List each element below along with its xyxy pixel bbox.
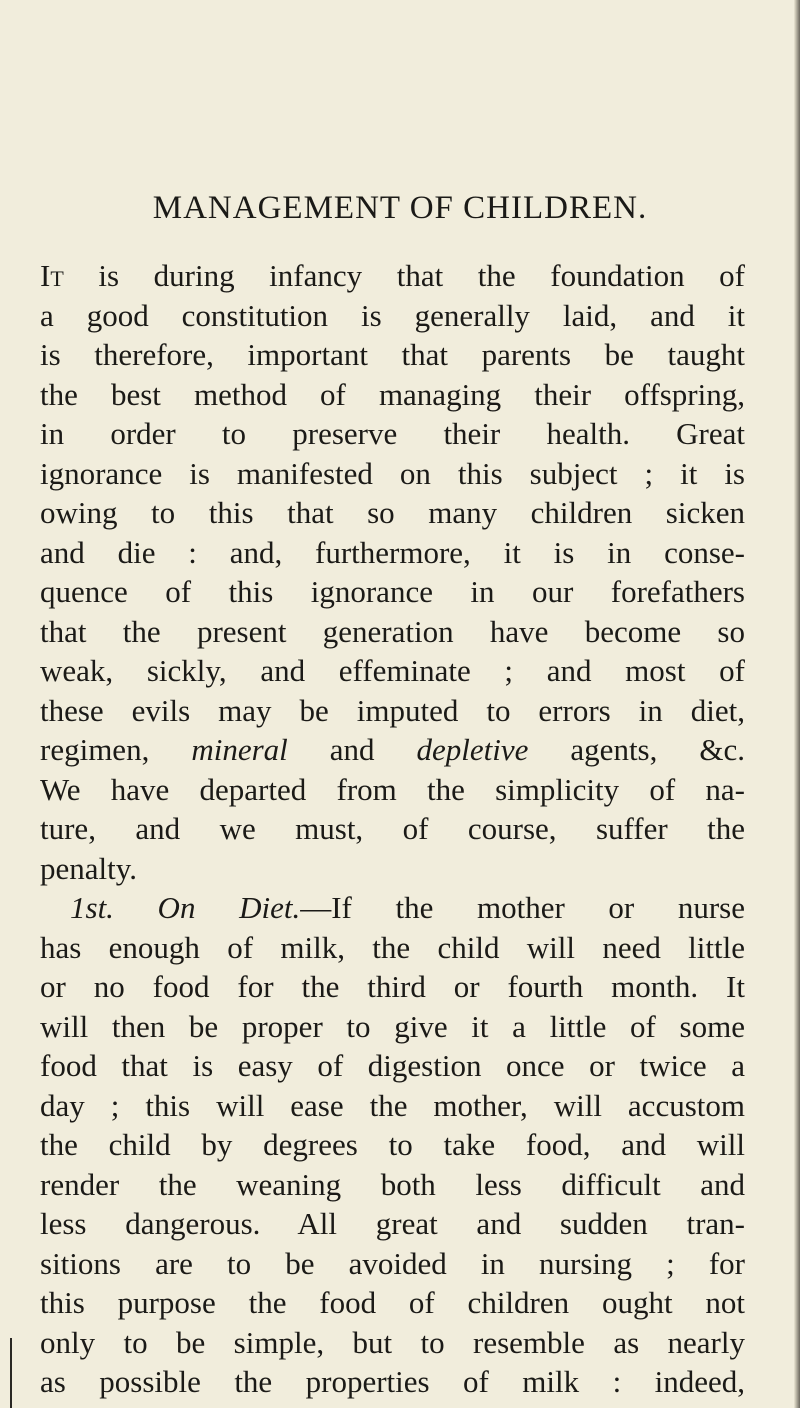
text-line: owing to this that so many children sicken bbox=[40, 495, 745, 530]
text-line: ture, and we must, of course, suffer the bbox=[40, 811, 745, 846]
page-corner-mark bbox=[0, 1338, 12, 1408]
body-text bbox=[40, 256, 745, 1402]
text-line: the best method of managing their offspring, bbox=[40, 376, 745, 412]
italic-term: depletive bbox=[416, 732, 529, 767]
text-line: the child by degrees to take food, and will bbox=[40, 1127, 745, 1162]
text-line: as possible the properties of milk : indeed, bbox=[40, 1364, 745, 1399]
text-line: in order to preserve their health. Great bbox=[40, 416, 745, 451]
text-line: that the present generation have become so bbox=[40, 613, 745, 649]
drop-word: It bbox=[40, 258, 64, 293]
text-line: weak, sickly, and effeminate ; and most of bbox=[40, 653, 745, 688]
italic-term: mineral bbox=[191, 732, 288, 767]
text-line: ignorance is manifested on this subject ; it is bbox=[40, 455, 745, 491]
text-line: these evils may be imputed to errors in diet, bbox=[40, 692, 745, 728]
text-line: food that is easy of digestion once or twice a bbox=[40, 1048, 745, 1083]
text-line: day ; this will ease the mother, will accustom bbox=[40, 1087, 745, 1123]
text-line: has enough of milk, the child will need little bbox=[40, 929, 745, 965]
text-line: sitions are to be avoided in nursing ; for bbox=[40, 1245, 745, 1281]
text-line: penalty. bbox=[40, 850, 137, 886]
text-line: this purpose the food of children ought not bbox=[40, 1285, 745, 1320]
section-label: 1st. On Diet. bbox=[70, 890, 301, 925]
text-line: 1st. On Diet.—If the mother or nurse bbox=[70, 890, 746, 925]
text-line: only to be simple, but to resemble as nearly bbox=[40, 1324, 745, 1360]
text-line: less dangerous. All great and sudden tran- bbox=[40, 1206, 745, 1241]
text-line: and die : and, furthermore, it is in conse- bbox=[40, 534, 745, 570]
text-line: We have departed from the simplicity of na- bbox=[40, 771, 745, 807]
text-line: a good constitution is generally laid, and it bbox=[40, 297, 745, 333]
text-line: render the weaning both less difficult and bbox=[40, 1166, 745, 1202]
text-line: or no food for the third or fourth month. It bbox=[40, 969, 745, 1004]
text-line: regimen, mineral and depletive agents, &c. bbox=[40, 732, 745, 767]
text-line: is therefore, important that parents be taught bbox=[40, 337, 745, 372]
text-line: It is during infancy that the foundation of bbox=[40, 258, 746, 293]
page-heading: MANAGEMENT OF CHILDREN. bbox=[152, 190, 648, 226]
text-line: will then be proper to give it a little of some bbox=[40, 1008, 745, 1044]
text-line: quence of this ignorance in our forefathers bbox=[40, 574, 745, 609]
